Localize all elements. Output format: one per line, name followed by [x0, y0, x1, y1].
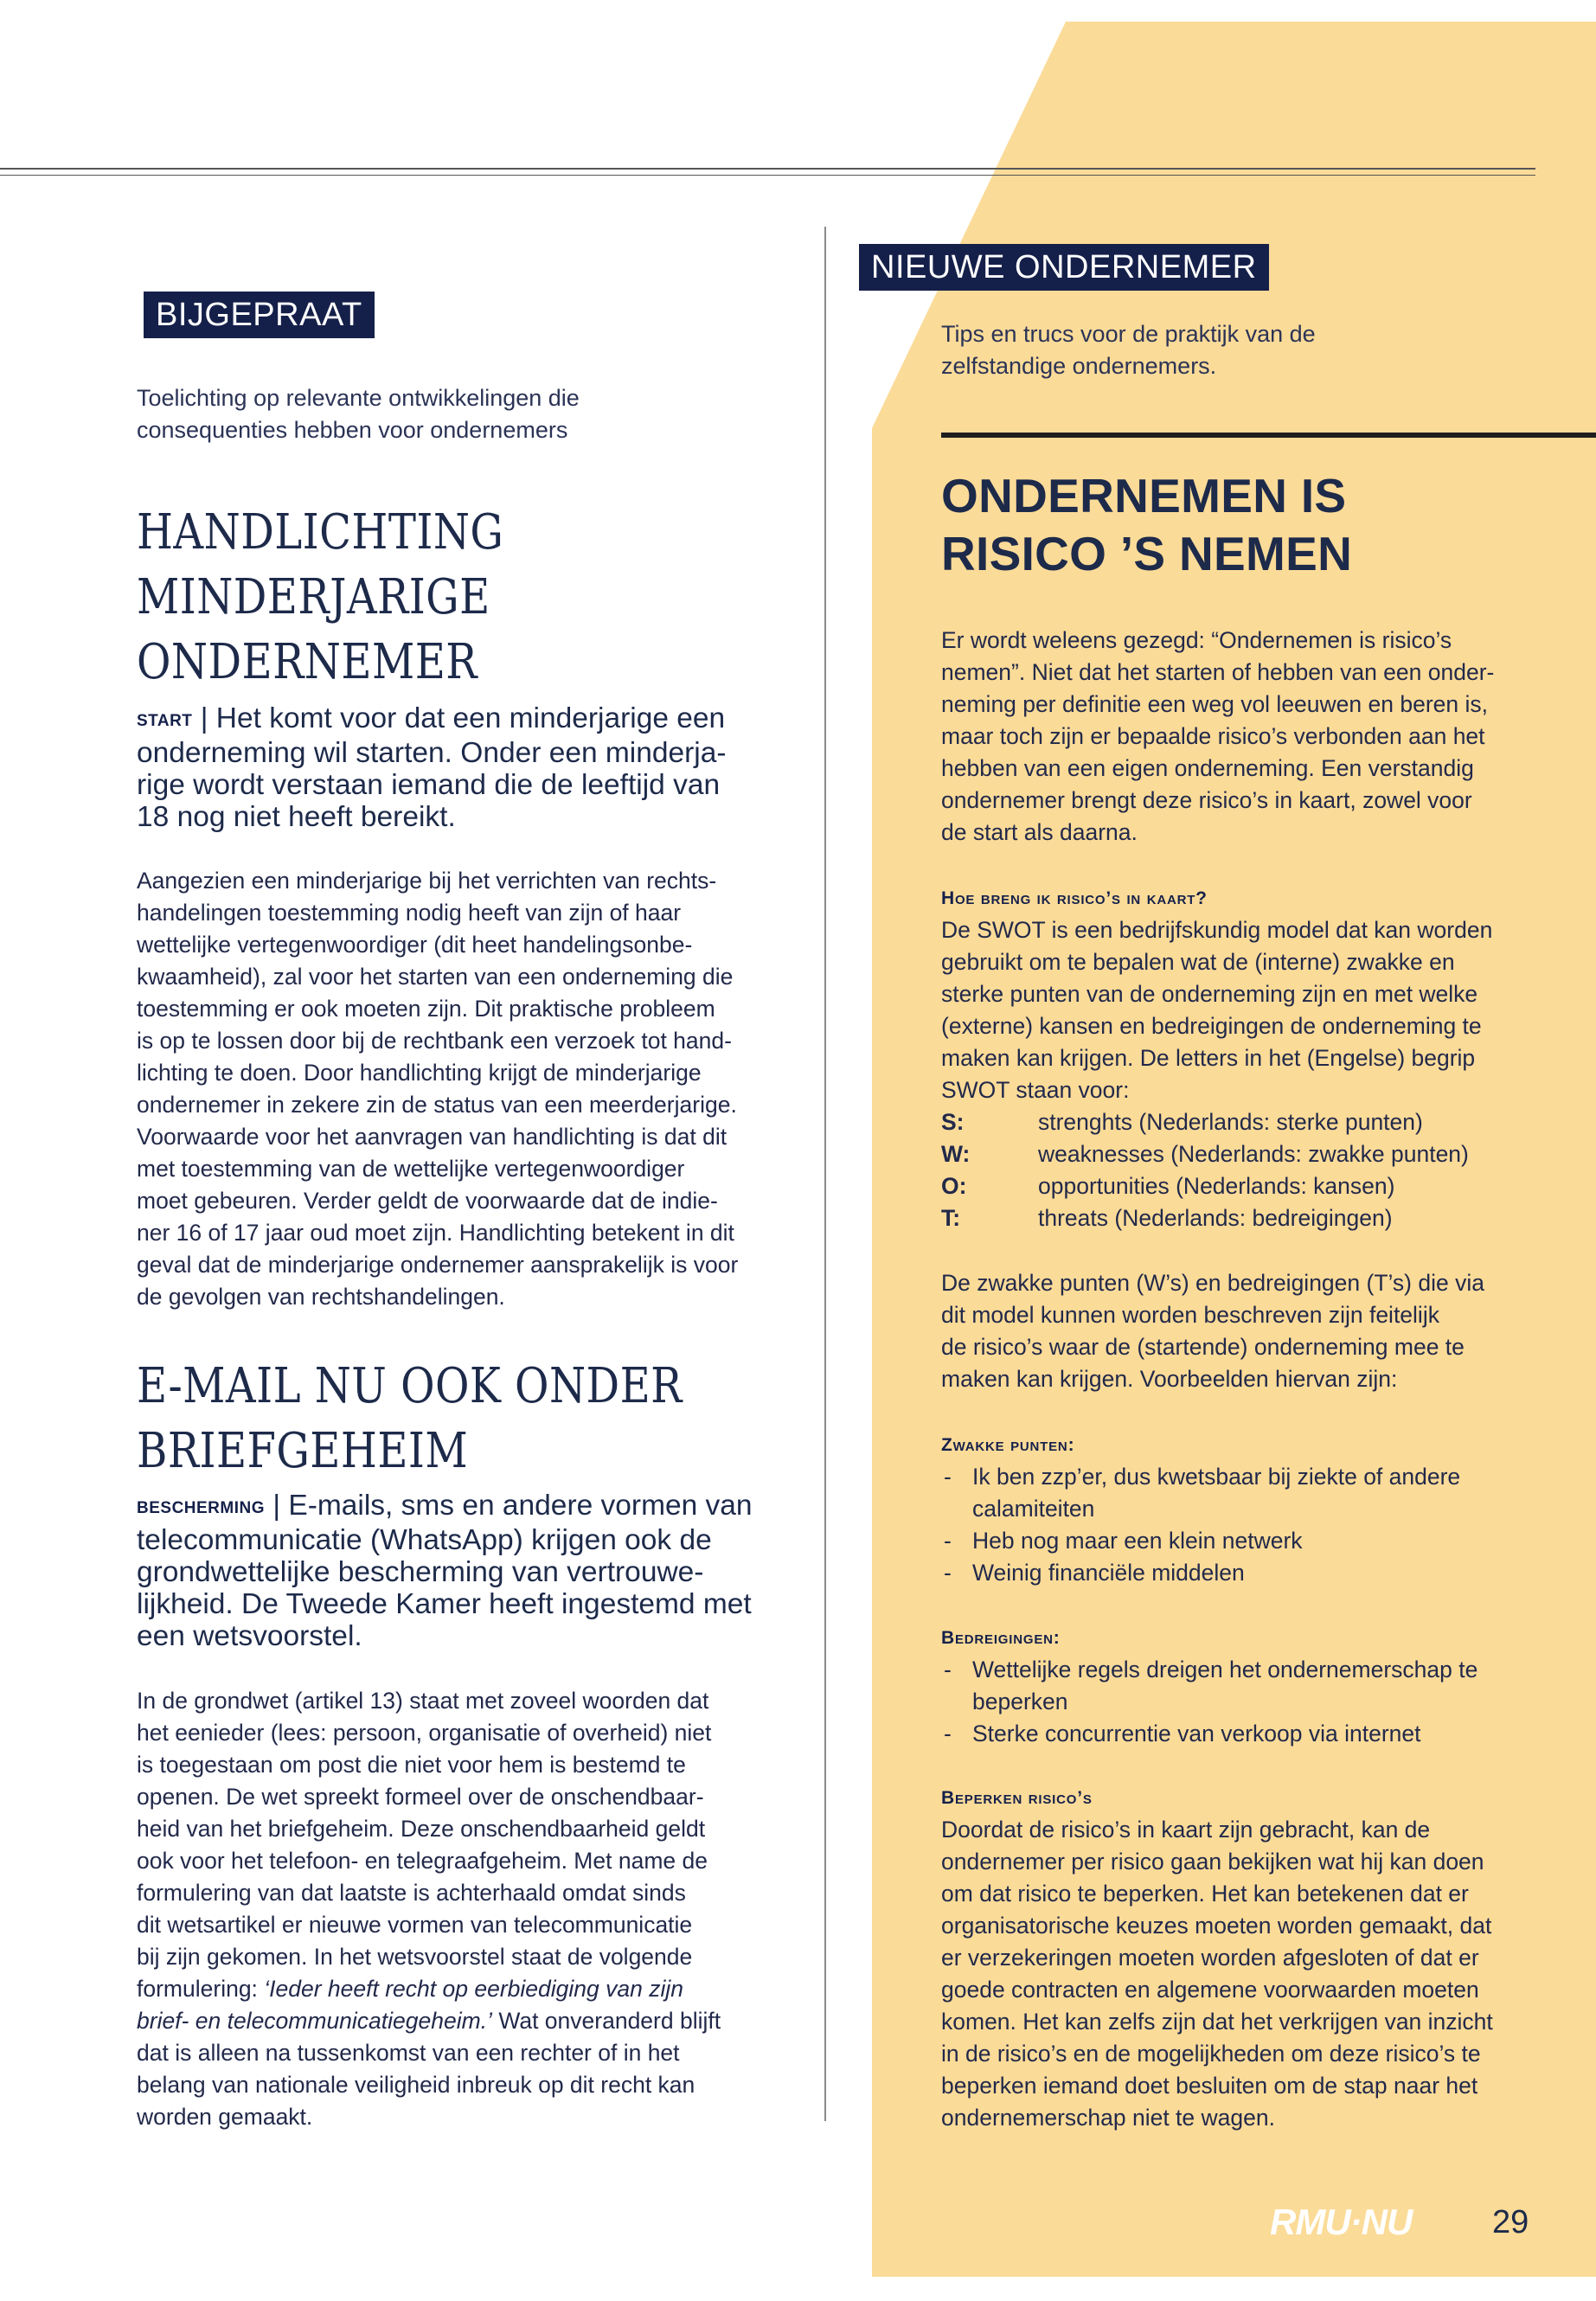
headline-line: MINDERJARIGE [137, 569, 490, 625]
lead-line: rige wordt verstaan iemand die de leeftijd van [137, 769, 721, 801]
headline-line: HANDLICHTING [137, 504, 504, 561]
quote-text: ‘Ieder heeft recht op eerbiediging van zijn [264, 1976, 683, 2002]
body-line: de gevolgen van rechtshandelingen. [137, 1284, 505, 1310]
body-line: maken kan krijgen. Voorbeelden hiervan zijn: [941, 1366, 1398, 1392]
lead-line: Het komt voor dat een minderjarige een [215, 702, 726, 734]
list-item [941, 1525, 1547, 1557]
subheading: Beperken risico’s [941, 1788, 1093, 1808]
left-intro [137, 382, 742, 446]
right-title-rule [941, 433, 1596, 438]
lead-handlichting [137, 702, 772, 833]
body-line: wettelijke vertegenwoordiger (dit heet handelingsonbe- [137, 932, 693, 958]
body-line: heid van het briefgeheim. Deze onschendbaarheid geldt [137, 1816, 706, 1842]
body-handlichting [137, 865, 772, 1313]
body-text: formulering: [137, 1976, 265, 2002]
body-line: Aangezien een minderjarige bij het verrichten van rechts- [137, 868, 717, 894]
body-line: ondernemer in zekere zin de status van een meerderjarige. [137, 1092, 737, 1118]
list-item-line: Wettelijke regels dreigen het ondernemerschap te [972, 1657, 1478, 1682]
body-line: om dat risico te beperken. Het kan betekenen dat er [941, 1881, 1469, 1907]
list-item [941, 1718, 1547, 1750]
section-risicos-in-kaart [941, 882, 1547, 1234]
list-item-line: Weinig financiële middelen [972, 1560, 1245, 1586]
body-line: openen. De wet spreekt formeel over de onschendbaar- [137, 1784, 704, 1810]
body-line: ook voor het telefoon- en telegraafgeheim. Met name de [137, 1848, 708, 1874]
body-line: neming per definitie een weg vol leeuwen en beren is, [941, 691, 1488, 717]
body-line: ondernemerschap niet te wagen. [941, 2105, 1275, 2131]
section-tag-bijgepraat: BIJGEPRAAT [144, 292, 375, 338]
swot-text: weaknesses (Nederlands: zwakke punten) [1038, 1141, 1469, 1167]
body-line: komen. Het kan zelfs zijn dat het verkrijgen van inzicht [941, 2009, 1493, 2035]
subheading: Zwakke punten: [941, 1435, 1075, 1455]
lead-email [137, 1490, 772, 1652]
body-line: SWOT staan voor: [941, 1077, 1130, 1103]
body-text: Wat onveranderd blijft [491, 2008, 721, 2034]
body-line: de start als daarna. [941, 819, 1138, 845]
dash-bullet: - [944, 1464, 952, 1490]
lead-line: grondwettelijke bescherming van vertrouwe- [137, 1556, 704, 1588]
body-line: organisatorische keuzes moeten worden gemaakt, dat [941, 1913, 1492, 1939]
lead-line: telecommunicatie (WhatsApp) krijgen ook de [137, 1524, 712, 1556]
body-line: geval dat de minderjarige ondernemer aansprakelijk is voor [137, 1252, 739, 1278]
list-item [941, 1557, 1547, 1589]
body-line: formulering van dat laatste is achterhaald omdat sinds [137, 1880, 686, 1906]
body-line: maken kan krijgen. De letters in het (Engelse) begrip [941, 1045, 1476, 1071]
body-line: kwaamheid), zal voor het starten van een onderneming die [137, 964, 734, 990]
body-line: toestemming er ook moeten zijn. Dit praktische probleem [137, 996, 715, 1022]
list-item-line: calamiteiten [972, 1496, 1095, 1522]
body-line: beperken iemand doet besluiten om de stap naar het [941, 2073, 1478, 2099]
body-line: Voorwaarde voor het aanvragen van handlichting is dat dit [137, 1124, 727, 1150]
subheading: Bedreigingen: [941, 1628, 1061, 1648]
swot-row [941, 1106, 1547, 1138]
body-line: het eenieder (lees: persoon, organisatie of overheid) niet [137, 1720, 712, 1746]
header-rule [0, 168, 1535, 170]
body-line: dat is alleen na tussenkomst van een rechter of in het [137, 2040, 680, 2066]
body-line: nemen”. Niet dat het starten of hebben van een onder- [941, 659, 1495, 685]
swot-key: S: [941, 1109, 965, 1135]
left-intro-line: consequenties hebben voor ondernemers [137, 417, 568, 443]
body-line: Er wordt weleens gezegd: “Ondernemen is risico’s [941, 627, 1452, 653]
body-line: moet gebeuren. Verder geldt de voorwaarde dat de indie- [137, 1188, 718, 1214]
swot-explanation [941, 1267, 1547, 1395]
body-line: De SWOT is een bedrijfskundig model dat kan worden [941, 917, 1493, 943]
body-line: Doordat de risico’s in kaart zijn gebracht, kan de [941, 1817, 1431, 1843]
headline-line: E-MAIL NU OOK ONDER [137, 1358, 683, 1414]
lead-line: E-mails, sms en andere vormen van [288, 1490, 753, 1522]
right-intro-line: Tips en trucs voor de praktijk van de [941, 321, 1316, 347]
body-line: is op te lossen door bij de rechtbank een verzoek tot hand- [137, 1028, 732, 1054]
body-line: maar toch zijn er bepaalde risico’s verbonden aan het [941, 723, 1485, 749]
quote-text: brief- en telecommunicatiegeheim.’ [137, 2008, 492, 2034]
body-line: belang van nationale veiligheid inbreuk op dit recht kan [137, 2072, 695, 2098]
headline-line: BRIEFGEHEIM [137, 1423, 469, 1479]
lead-separator: | [192, 702, 216, 734]
lead-separator: | [265, 1490, 289, 1522]
swot-text: opportunities (Nederlands: kansen) [1038, 1173, 1395, 1199]
subheading: Hoe breng ik risico’s in kaart? [941, 888, 1208, 908]
right-intro [941, 318, 1547, 382]
section-zwakke-punten [941, 1429, 1547, 1589]
dash-bullet: - [944, 1560, 952, 1586]
column-divider [824, 227, 826, 2121]
dash-bullet: - [944, 1528, 952, 1554]
headline-ondernemen-risico [941, 467, 1352, 583]
body-line: sterke punten van de onderneming zijn en met welke [941, 981, 1478, 1007]
headline-line: RISICO ’S NEMEN [941, 527, 1353, 580]
body-line: met toestemming van de wettelijke vertegenwoordiger [137, 1156, 685, 1182]
list-item-line: Ik ben zzp’er, dus kwetsbaar bij ziekte of andere [972, 1464, 1461, 1490]
headline-email-briefgeheim [137, 1354, 683, 1484]
body-line: In de grondwet (artikel 13) staat met zoveel woorden dat [137, 1688, 709, 1714]
right-lead [941, 625, 1547, 849]
list-item-line: Heb nog maar een klein netwerk [972, 1528, 1303, 1554]
headline-line: ONDERNEMER [137, 634, 478, 690]
section-bedreigingen [941, 1622, 1547, 1750]
headline-handlichting [137, 500, 503, 695]
swot-row [941, 1138, 1547, 1170]
list-item-line: beperken [972, 1689, 1068, 1715]
body-line: dit model kunnen worden beschreven zijn feitelijk [941, 1302, 1439, 1328]
body-line: in de risico’s en de mogelijkheden om deze risico’s te [941, 2041, 1481, 2067]
list-item [941, 1461, 1547, 1525]
lead-line: lijkheid. De Tweede Kamer heeft ingestemd met [137, 1588, 752, 1620]
swot-key: T: [941, 1205, 961, 1231]
body-line: bij zijn gekomen. In het wetsvoorstel staat de volgende [137, 1944, 693, 1970]
left-intro-line: Toelichting op relevante ontwikkelingen die [137, 385, 580, 411]
body-line: De zwakke punten (W’s) en bedreigingen (T’s) die via [941, 1270, 1484, 1296]
body-line: is toegestaan om post die niet voor hem is bestemd te [137, 1752, 686, 1778]
swot-text: strenghts (Nederlands: sterke punten) [1038, 1109, 1423, 1135]
swot-row [941, 1202, 1547, 1234]
body-line: hebben van een eigen onderneming. Een verstandig [941, 755, 1474, 781]
body-line: lichting te doen. Door handlichting krijgt de minderjarige [137, 1060, 702, 1086]
header-rule-thin [0, 175, 1535, 176]
body-line: dit wetsartikel er nieuwe vormen van telecommunicatie [137, 1912, 693, 1938]
dash-bullet: - [944, 1657, 952, 1682]
body-line: ner 16 of 17 jaar oud moet zijn. Handlichting betekent in dit [137, 1220, 734, 1246]
body-line: handelingen toestemming nodig heeft van zijn of haar [137, 900, 682, 926]
list-item [941, 1654, 1547, 1718]
body-line: de risico’s waar de (startende) onderneming mee te [941, 1334, 1465, 1360]
body-line: goede contracten en algemene voorwaarden moeten [941, 1977, 1479, 2003]
body-line: gebruikt om te bepalen wat de (interne) zwakke en [941, 949, 1455, 975]
section-beperken-risicos [941, 1782, 1547, 2134]
dash-bullet: - [944, 1721, 952, 1747]
right-intro-line: zelfstandige ondernemers. [941, 353, 1217, 379]
body-line: (externe) kansen en bedreigingen de onderneming te [941, 1013, 1482, 1039]
kicker-bescherming: BESCHERMING [137, 1499, 266, 1517]
lead-line: een wetsvoorstel. [137, 1620, 362, 1652]
lead-line: onderneming wil starten. Onder een minderja- [137, 737, 727, 769]
page-number: 29 [1492, 2204, 1529, 2240]
kicker-start: START [137, 712, 193, 730]
body-line: ondernemer brengt deze risico’s in kaart, zowel voor [941, 787, 1472, 813]
body-email [137, 1685, 772, 2133]
body-line: er verzekeringen moeten worden afgesloten of dat er [941, 1945, 1479, 1971]
swot-text: threats (Nederlands: bedreigingen) [1038, 1205, 1393, 1231]
section-tag-nieuwe-ondernemer: NIEUWE ONDERNEMER [859, 244, 1269, 291]
body-line: worden gemaakt. [137, 2104, 313, 2130]
rmu-nu-logo: RMU·NU [1270, 2202, 1413, 2242]
swot-key: W: [941, 1141, 971, 1167]
swot-key: O: [941, 1173, 967, 1199]
swot-row [941, 1170, 1547, 1202]
body-line: ondernemer per risico gaan bekijken wat hij kan doen [941, 1849, 1484, 1875]
headline-line: ONDERNEMEN IS [941, 469, 1347, 522]
lead-line: 18 nog niet heeft bereikt. [137, 801, 456, 833]
list-item-line: Sterke concurrentie van verkoop via internet [972, 1721, 1421, 1747]
